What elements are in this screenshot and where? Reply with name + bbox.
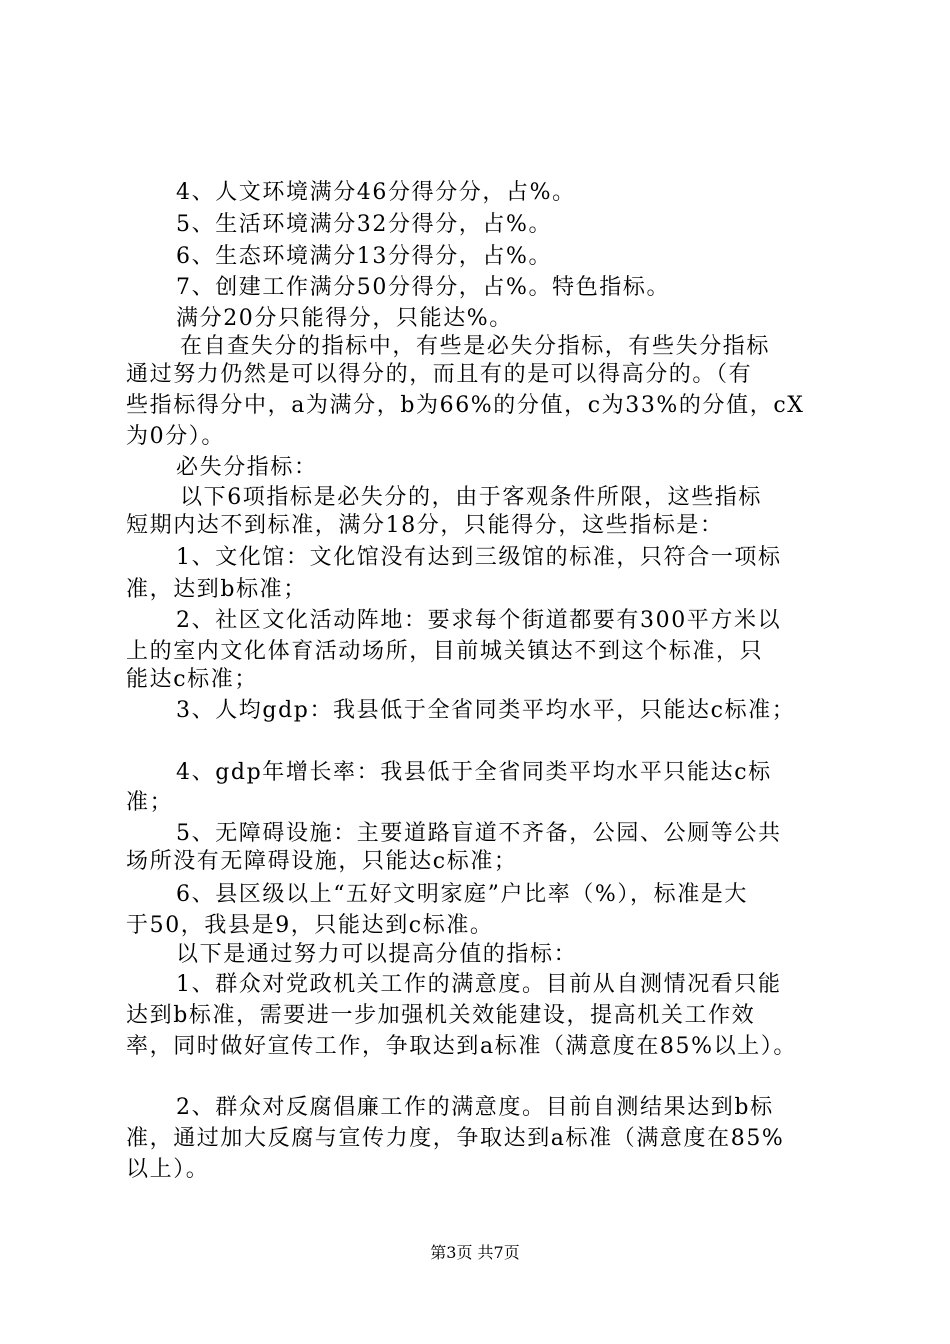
text-line: 准，达到b标准； (126, 577, 307, 602)
text-line: 通过努力仍然是可以得分的，而且有的是可以得高分的。（有 (126, 362, 753, 387)
page-footer: 第3页 共7页 (430, 1243, 520, 1262)
text-line: 短期内达不到标准，满分18分，只能得分，这些指标是： (126, 513, 724, 538)
text-line: 以下是通过努力可以提高分值的指标： (176, 942, 578, 967)
text-line: 以上）。 (126, 1157, 210, 1182)
text-line: 率，同时做好宣传工作，争取达到a标准（满意度在85%以上）。 (126, 1034, 798, 1059)
text-line: 在自查失分的指标中，有些是必失分指标，有些失分指标 (180, 334, 771, 359)
text-line: 能达c标准； (126, 667, 258, 692)
text-line: 必失分指标： (176, 455, 318, 480)
text-line: 1、文化馆：文化馆没有达到三级馆的标准，只符合一项标 (176, 545, 782, 570)
text-line: 2、社区文化活动阵地：要求每个街道都要有300平方米以 (176, 608, 782, 633)
text-line: 为0分）。 (126, 424, 225, 449)
text-line: 准； (126, 790, 174, 815)
text-line: 6、县区级以上“五好文明家庭”户比率（%），标准是大 (176, 882, 748, 907)
text-line: 4、gdp年增长率：我县低于全省同类平均水平只能达c标 (176, 760, 772, 785)
text-line: 满分20分只能得分，只能达%。 (176, 306, 513, 331)
text-line: 5、生活环境满分32分得分，占%。 (176, 212, 553, 237)
text-line: 上的室内文化体育活动场所，目前城关镇达不到这个标准，只 (126, 639, 764, 664)
text-line: 4、人文环境满分46分得分分，占%。 (176, 180, 576, 205)
text-line: 6、生态环境满分13分得分，占%。 (176, 244, 553, 269)
text-line: 2、群众对反腐倡廉工作的满意度。目前自测结果达到b标 (176, 1095, 774, 1120)
text-line: 7、创建工作满分50分得分，占%。特色指标。 (176, 275, 671, 300)
text-line: 些指标得分中，a为满分，b为66%的分值，c为33%的分值，cX (126, 393, 805, 418)
text-line: 场所没有无障碍设施，只能达c标准； (126, 849, 518, 874)
text-line: 5、无障碍设施：主要道路盲道不齐备，公园、公厕等公共 (176, 821, 782, 846)
text-line: 准，通过加大反腐与宣传力度，争取达到a标准（满意度在85% (126, 1126, 785, 1151)
text-line: 以下6项指标是必失分的，由于客观条件所限，这些指标 (180, 485, 762, 510)
text-line: 3、人均gdp：我县低于全省同类平均水平，只能达c标准； (176, 698, 796, 723)
text-line: 达到b标准，需要进一步加强机关效能建设，提高机关工作效 (126, 1003, 756, 1028)
text-line: 1、群众对党政机关工作的满意度。目前从自测情况看只能 (176, 972, 782, 997)
text-line: 于50，我县是9，只能达到c标准。 (126, 913, 494, 938)
